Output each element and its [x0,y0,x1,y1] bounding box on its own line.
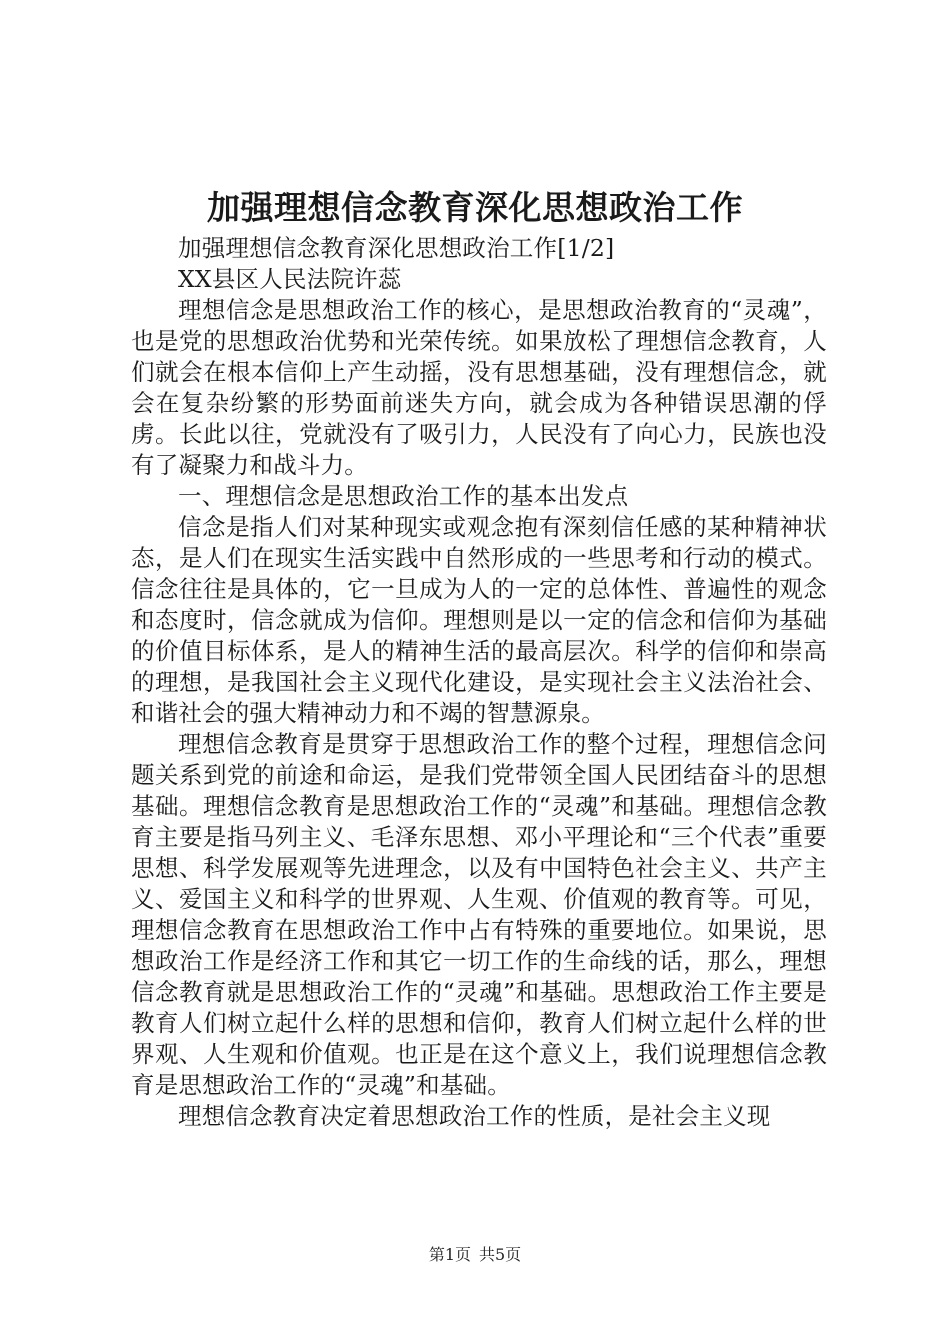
page-count: 共5页 [479,1245,522,1264]
author-line: XX县区人民法院许蕊 [178,265,402,293]
body-paragraph: 理想信念教育是贯穿于思想政治工作的整个过程，理想信念问题关系到党的前途和命运，是我们党带领全国人民团结奋斗的思想基础。理想信念教育是思想政治工作的“灵魂”和基础。理想信念教育主要是指马列主义、毛泽东思想、邓小平理论和“三个代表”重要思想、科学发展观等先进理念，以及有中国特色社会主义、共产主义、爱国主义和科学的世界观、人生观、价值观的教育等。可见，理想信念教育在思想政治工作中占有特殊的重要地位。如果说，思想政治工作是经济工作和其它一切工作的生命线的话，那么，理想信念教育就是思想政治工作的“灵魂”和基础。思想政治工作主要是教育人们树立起什么样的思想和信仰，教育人们树立起什么样的世界观、人生观和价值观。也正是在这个意义上，我们说理想信念教育是思想政治工作的“灵魂”和基础。 [131,730,827,1099]
page-number: 第1页 [428,1245,471,1264]
page-footer [0,1244,950,1266]
body-paragraph: 理想信念教育决定着思想政治工作的性质，是社会主义现 [178,1102,771,1130]
document-body [131,233,827,1132]
document-title: 加强理想信念教育深化思想政治工作 [207,188,743,227]
subtitle-paragraph: 加强理想信念教育深化思想政治工作[1/2] [178,234,615,262]
body-paragraph: 信念是指人们对某种现实或观念抱有深刻信任感的某种精神状态，是人们在现实生活实践中自然形成的一些思考和行动的模式。信念往往是具体的，它一旦成为人的一定的总体性、普遍性的观念和态度时，信念就成为信仰。理想则是以一定的信念和信仰为基础的价值目标体系，是人的精神生活的最高层次。科学的信仰和崇高的理想，是我国社会主义现代化建设，是实现社会主义法治社会、和谐社会的强大精神动力和不竭的智慧源泉。 [131,513,827,727]
body-paragraph: 理想信念是思想政治工作的核心，是思想政治教育的“灵魂”，也是党的思想政治优势和光荣传统。如果放松了理想信念教育，人们就会在根本信仰上产生动摇，没有思想基础，没有理想信念，就会在复杂纷繁的形势面前迷失方向，就会成为各种错误思潮的俘虏。长此以往，党就没有了吸引力，人民没有了向心力，民族也没有了凝聚力和战斗力。 [131,296,827,479]
section-heading: 一、理想信念是思想政治工作的基本出发点 [178,482,629,510]
